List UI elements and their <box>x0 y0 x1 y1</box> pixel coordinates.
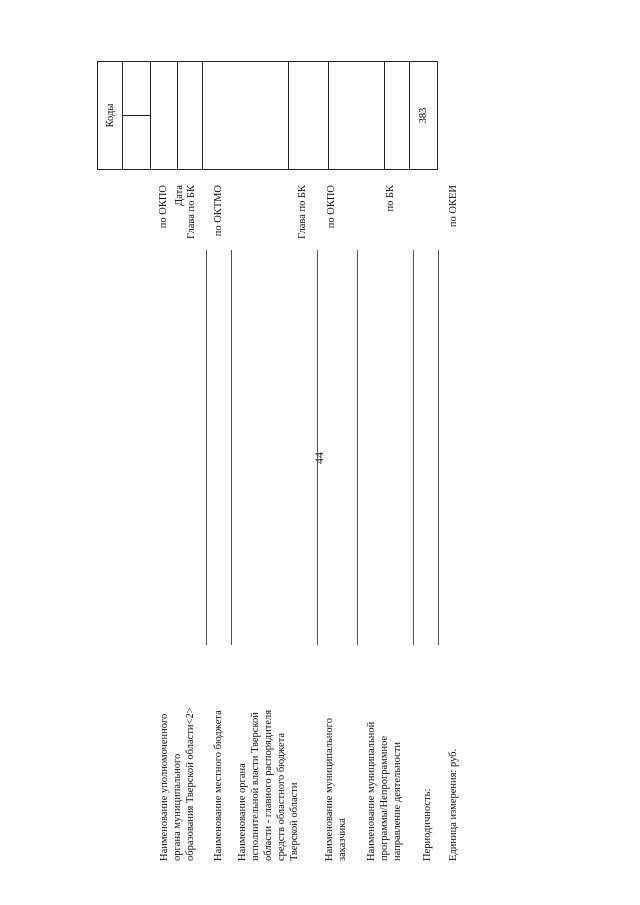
cell-glava-bk <box>151 62 178 170</box>
code-label-okpo-2: по ОКПО <box>326 185 337 229</box>
code-label-glava-bk: Глава по БК <box>186 185 197 239</box>
code-label-okei: по ОКЕИ <box>448 185 459 228</box>
label-unit: Единица измерения: руб. <box>448 748 459 861</box>
cell-periodicity <box>385 62 410 170</box>
label-periodicity: Периодичность: <box>422 788 433 861</box>
label-local-budget: Наименование местного бюджета <box>213 710 224 861</box>
cell-oktmo <box>178 62 203 170</box>
page-number: 44 <box>312 452 326 464</box>
label-executive-organ: Наименование органа исполнительной власти Тверской области - главного распорядителя средств областного бюджета Тверской области <box>237 709 300 861</box>
fill-line-program <box>413 250 414 645</box>
code-label-glava-bk-2: Глава по БК <box>297 185 308 239</box>
code-label-bk: по БК <box>385 185 396 212</box>
fill-line-periodicity <box>438 250 439 645</box>
label-municipal-customer: Наименование муниципального заказчика <box>324 718 348 861</box>
label-authorized-organ: Наименование уполномоченного органа муниципального образования Тверской области<2> <box>159 707 196 861</box>
label-municipal-program: Наименование муниципальной программы/Непрограммное направление деятельности <box>366 721 403 861</box>
codes-header: Коды <box>98 62 123 170</box>
cell-okpo-2 <box>289 62 329 170</box>
cell-okei-value: 383 <box>410 62 438 170</box>
cell-glava-bk-2 <box>203 62 289 170</box>
code-label-date: Дата <box>174 185 185 206</box>
fill-line-budget <box>231 250 232 645</box>
fill-line-executive <box>317 250 318 645</box>
cell-bk <box>329 62 385 170</box>
fill-line-customer <box>357 250 358 645</box>
code-label-okpo: по ОКПО <box>158 185 169 229</box>
code-label-oktmo: по ОКТМО <box>213 185 224 237</box>
fill-line-organ <box>206 250 207 645</box>
cell-date <box>122 115 150 170</box>
